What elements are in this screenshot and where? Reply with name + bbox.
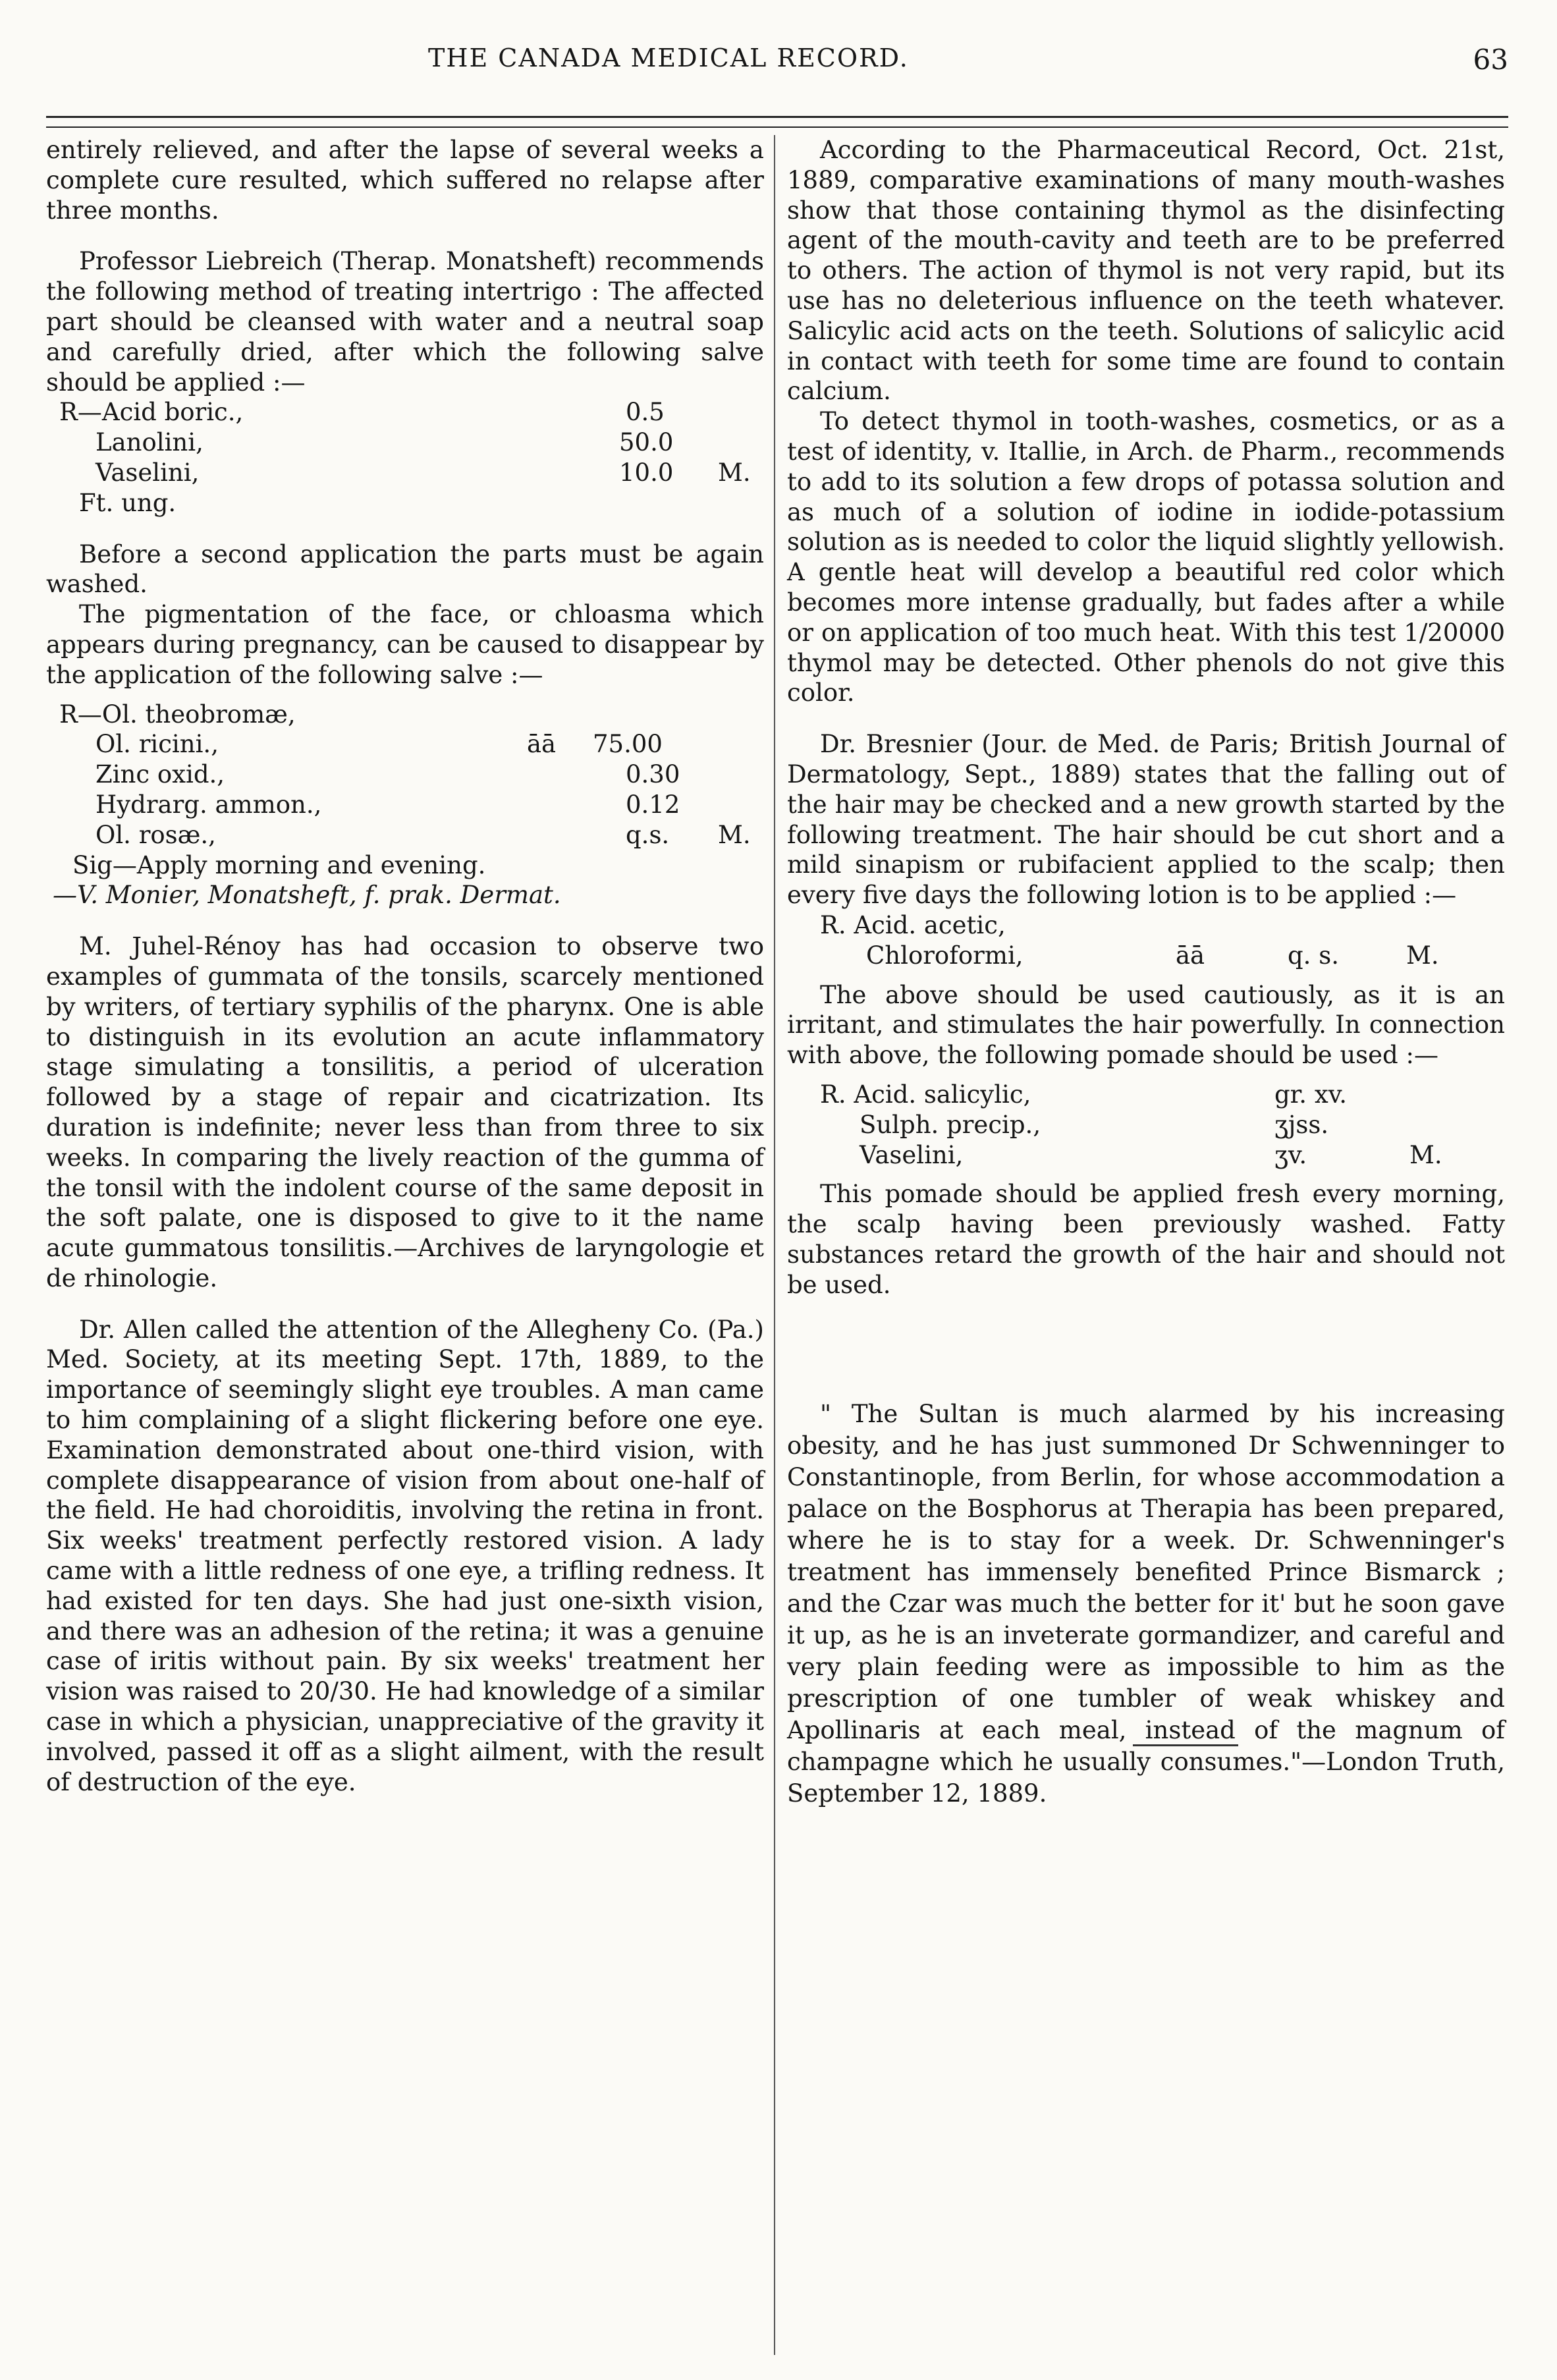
rx-quantity: 10.0: [619, 458, 674, 487]
rx-quantity: q.s.: [626, 820, 670, 849]
rx-line: [787, 941, 1505, 971]
prescription: [787, 1080, 1505, 1170]
rx-line: [46, 428, 764, 458]
rx-line: [787, 910, 1505, 941]
rx-ingredient: R—Acid boric.,: [59, 398, 244, 427]
rx-unit: M.: [1406, 941, 1439, 970]
section-rule: [1133, 1744, 1238, 1746]
rx-quantity: 50.0: [619, 428, 674, 457]
header-rule-thin: [46, 126, 1508, 128]
paragraph: M. Juhel-Rénoy has had occasion to observe two examples of gummata of the tonsils, scarcely mentioned by writers, of tertiary syphilis of the pharynx. One is able to distinguish in its evolution an acute inflammatory stage simulating a tonsilitis, a period of ulceration followed by a stage of repair and cicatrization. Its duration is indefinite; never less than from three to six weeks. In comparing the lively reaction of the gumma of the tonsil with the indolent course of the same deposit in the soft palate, one is disposed to give to it the name acute gummatous tonsilitis.—Archives de laryngologie et de rhinologie.: [46, 932, 764, 1292]
rx-ingredient: Zinc oxid.,: [96, 760, 225, 789]
paragraph: Professor Liebreich (Therap. Monatsheft) recommends the following method of treating intertrigo : The affected part should be cleansed with water and a neutral soap and carefully dried, after which the following salve should be applied :—: [46, 247, 764, 397]
rx-aa: āā: [527, 730, 557, 759]
rx-ingredient: Sulph. precip.,: [860, 1110, 1041, 1139]
rx-line: [46, 790, 764, 820]
paragraph: The pigmentation of the face, or chloasma which appears during pregnancy, can be caused to disappear by the application of the following salve :—: [46, 600, 764, 689]
rx-line: [46, 488, 764, 518]
rx-ingredient: Ol. rosæ.,: [96, 820, 216, 849]
rx-unit: M.: [718, 820, 751, 849]
rx-ingredient: Vaselini,: [860, 1140, 964, 1169]
rx-line: [46, 458, 764, 488]
running-title: THE CANADA MEDICAL RECORD.: [428, 43, 909, 72]
rx-quantity: q. s.: [1288, 941, 1339, 970]
rx-ingredient: Ol. ricini.,: [96, 730, 219, 759]
rx-ingredient: R—Ol. theobromæ,: [59, 700, 296, 729]
rx-ingredient: Vaselini,: [96, 458, 200, 487]
rx-line: [46, 820, 764, 850]
rx-line: [46, 850, 764, 881]
rx-quantity: 0.12: [626, 790, 680, 819]
paragraph: entirely relieved, and after the lapse of several weeks a complete cure resulted, which suffered no relapse after three months.: [46, 136, 764, 225]
column-divider: [774, 135, 775, 2355]
rx-line: [46, 397, 764, 428]
rx-unit: M.: [1409, 1140, 1442, 1169]
rx-line: [787, 1140, 1505, 1171]
rx-ingredient: R. Acid. salicylic,: [820, 1080, 1031, 1109]
right-column: [787, 135, 1505, 1810]
rx-unit: M.: [718, 458, 751, 487]
prescription: [46, 700, 764, 911]
rx-source: —V. Monier, Monatsheft, f. prak. Dermat.: [53, 881, 561, 910]
rx-line: [46, 729, 764, 760]
paragraph: The above should be used cautiously, as it is an irritant, and stimulates the hair powerfully. In connection with above, the following pomade should be used :—: [787, 980, 1505, 1070]
rx-quantity: 0.5: [626, 398, 665, 427]
rx-ingredient: R. Acid. acetic,: [820, 910, 1006, 939]
paragraph: Dr. Bresnier (Jour. de Med. de Paris; British Journal of Dermatology, Sept., 1889) states that the falling out of the hair may be checked and a new growth started by the following treatment. The hair should be cut short and a mild sinapism or rubifacient applied to the scalp; then every five days the following lotion is to be applied :—: [787, 730, 1505, 910]
rx-quantity: ʒv.: [1274, 1140, 1307, 1169]
rx-note: Ft. ung.: [79, 488, 177, 517]
rx-ingredient: Lanolini,: [96, 428, 204, 457]
paragraph: " The Sultan is much alarmed by his increasing obesity, and he has just summoned Dr Schwenninger to Constantinople, from Berlin, for whose accommodation a palace on the Bosphorus at Therapia has been prepared, where he is to stay for a week. Dr. Schwenninger's treatment has immensely benefited Prince Bismarck ; and the Czar was much the better for it' but he soon gave it up, as he is an inveterate gormandizer, and careful and very plain feeding were as impossible to him as the prescription of one tumbler of weak whiskey and Apollinaris at each meal, instead of the magnum of champagne which he usually consumes."—London Truth, September 12, 1889.: [787, 1400, 1505, 1808]
prescription: [46, 397, 764, 518]
paragraph: This pomade should be applied fresh every morning, the scalp having been previously washed. Fatty substances retard the growth of the hair and should not be used.: [787, 1180, 1505, 1299]
paragraph: Before a second application the parts must be again washed.: [46, 540, 764, 599]
prescription: [787, 910, 1505, 971]
rx-quantity: 0.30: [626, 760, 680, 789]
rx-line: [46, 700, 764, 730]
paragraph: Dr. Allen called the attention of the Allegheny Co. (Pa.) Med. Society, at its meeting Sept. 17th, 1889, to the importance of seemingly slight eye troubles. A man came to him complaining of a slight flickering before one eye. Examination demonstrated about one-third vision, with complete disappearance of vision from about one-half of the field. He had choroiditis, involving the retina in front. Six weeks' treatment perfectly restored vision. A lady came with a little redness of one eye, a trifling redness. It had existed for ten days. She had just one-sixth vision, and there was an adhesion of the retina; it was a genuine case of iritis without pain. By six weeks' treatment her vision was raised to 20/30. He had knowledge of a similar case in which a physician, unappreciative of the gravity it involved, passed it off as a slight ailment, with the result of destruction of the eye.: [46, 1315, 764, 1796]
rx-line: [46, 760, 764, 790]
rx-quantity: 75.00: [593, 730, 663, 759]
rx-ingredient: Chloroformi,: [866, 941, 1024, 970]
paragraph: To detect thymol in tooth-washes, cosmetics, or as a test of identity, v. Itallie, in Arch. de Pharm., recommends to add to its solution a few drops of potassa solution and as much of a solution of iodine in iodide-potassium solution as is needed to color the liquid slightly yellowish. A gentle heat will develop a beautiful red color which becomes more intense gradually, but fades after a while or on application of too much heat. With this test 1/20000 thymol may be detected. Other phenols do not give this color.: [787, 407, 1505, 707]
rx-quantity: ʒjss.: [1274, 1110, 1329, 1139]
rx-line: [787, 1110, 1505, 1140]
rx-aa: āā: [1176, 941, 1205, 970]
page-number: 63: [1473, 43, 1508, 76]
left-column: [46, 135, 764, 1797]
rx-sig: Sig—Apply morning and evening.: [72, 850, 486, 879]
header-rule: [46, 116, 1508, 118]
rx-line: [787, 1080, 1505, 1110]
rx-quantity: gr. xv.: [1274, 1080, 1347, 1109]
rx-ingredient: Hydrarg. ammon.,: [96, 790, 322, 819]
paragraph: According to the Pharmaceutical Record, Oct. 21st, 1889, comparative examinations of many mouth-washes show that those containing thymol as the disinfecting agent of the mouth-cavity and teeth are to be preferred to others. The action of thymol is not very rapid, but its use has no deleterious influence on the teeth whatever. Salicylic acid acts on the teeth. Solutions of salicylic acid in contact with teeth for some time are found to contain calcium.: [787, 136, 1505, 406]
rx-line: [46, 880, 764, 910]
